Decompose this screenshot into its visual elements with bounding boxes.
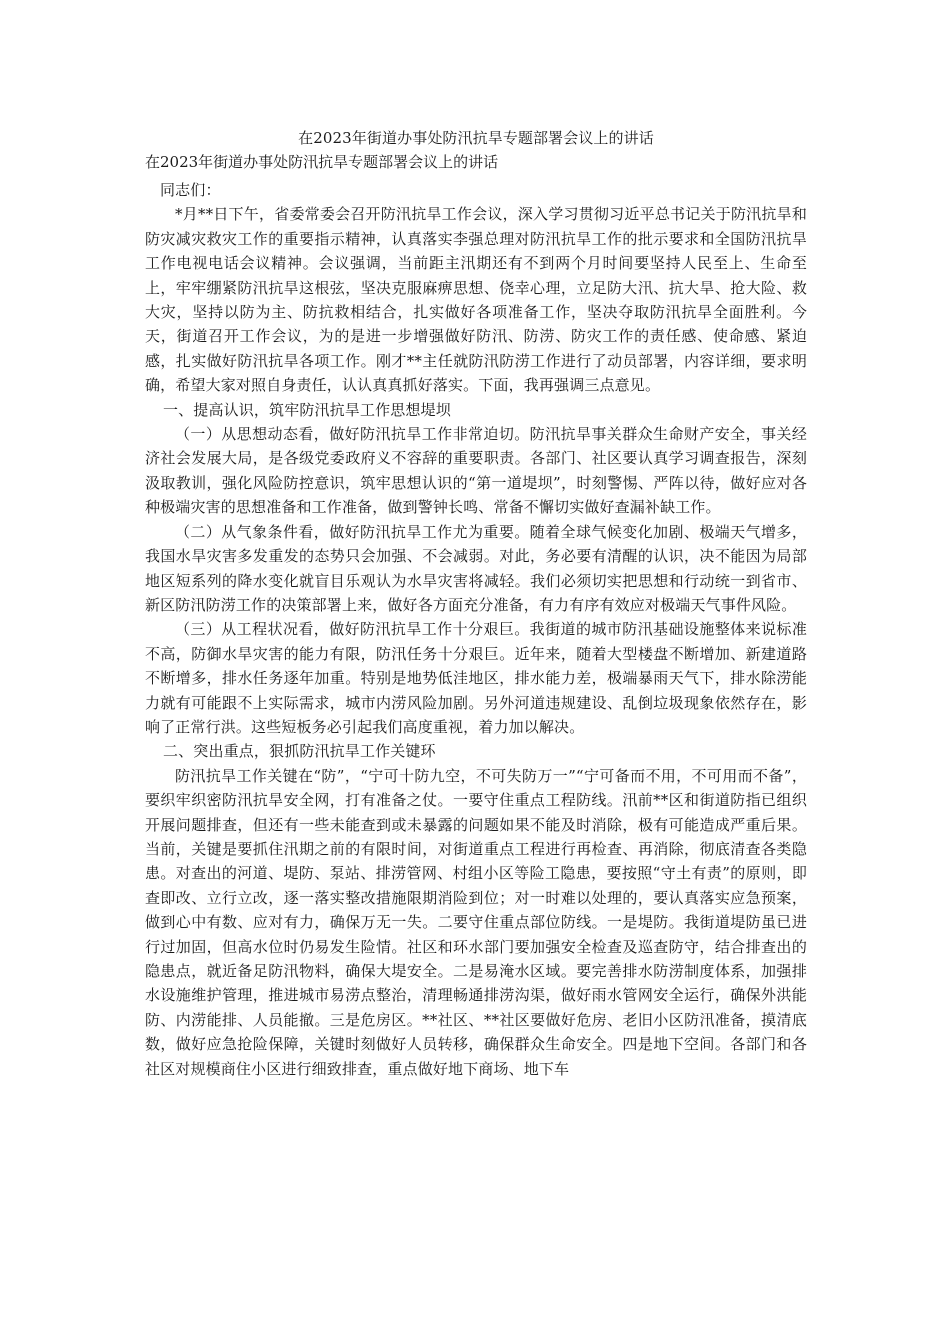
paragraph-1-3: （三）从工程状况看，做好防汛抗旱工作十分艰巨。我街道的城市防汛基础设施整体来说标准不高，防御水旱灾害的能力有限，防汛任务十分艰巨。近年来，随着大型楼盘不断增加、新建道路不断增多，排水任务逐年加重。特别是地势低洼地区，排水能力差，极端暴雨天气下，排水除涝能力就有可能跟不上实际需求，城市内涝风险加剧。另外河道违规建设、乱倒垃圾现象依然存在，影响了正常行洪。这些短板务必引起我们高度重视，着力加以解决。 — [145, 620, 807, 736]
greeting: 同志们： — [160, 181, 221, 199]
paragraph-2-1: 防汛抗旱工作关键在“防”，“宁可十防九空，不可失防万一”“宁可备而不用，不可用而不备”，要织牢织密防汛抗旱安全网，打有准备之仗。一要守住重点工程防线。汛前**区和街道防指已组织开展问题排查，但还有一些未能查到或未暴露的问题如果不能及时消除，极有可能造成严重后果。当前，关键是要抓住汛期之前的有限时间，对街道重点工程进行再检查、再消除，彻底清查各类隐患。对查出的河道、堤防、泵站、排涝管网、村组小区等险工隐患，要按照“守土有责”的原则，即查即改、立行立改，逐一落实整改措施限期消险到位；对一时难以处理的，要认真落实应急预案，做到心中有数、应对有力，确保万无一失。二要守住重点部位防线。一是堤防。我街道堤防虽已进行过加固，但高水位时仍易发生险情。社区和环水部门要加强安全检查及巡查防守，结合排查出的隐患点，就近备足防汛物料，确保大堤安全。二是易淹水区域。要完善排水防涝制度体系，加强排水设施维护管理，推进城市易涝点整治，清理畅通排涝沟渠，做好雨水管网安全运行，确保外洪能防、内涝能排、人员能撤。三是危房区。**社区、**社区要做好危房、老旧小区防汛准备，摸清底数，做好应急抢险保障，关键时刻做好人员转移，确保群众生命安全。四是地下空间。各部门和各社区对规模商住小区进行细致排查，重点做好地下商场、地下车 — [145, 766, 807, 1078]
paragraph-intro: *月**日下午，省委常委会召开防汛抗旱工作会议，深入学习贯彻习近平总书记关于防汛抗旱和防灾减灾救灾工作的重要指示精神，认真落实李强总理对防汛抗旱工作的批示要求和全国防汛抗旱工作电视电话会议精神。会议强调，当前距主汛期还有不到两个月时间要坚持人民至上、生命至上，牢牢绷紧防汛抗旱这根弦，坚决克服麻痹思想、侥幸心理，立足防大汛、抗大旱、抢大险、救大灾，坚持以防为主、防抗救相结合，扎实做好各项准备工作，坚决夺取防汛抗旱全面胜利。今天，街道召开工作会议，为的是进一步增强做好防汛、防涝、防灾工作的责任感、使命感、紧迫感，扎实做好防汛抗旱各项工作。刚才**主任就防汛防涝工作进行了动员部署，内容详细，要求明确，希望大家对照自身责任，认认真真抓好落实。下面，我再强调三点意见。 — [145, 205, 807, 395]
section-heading-1: 一、提高认识，筑牢防汛抗旱工作思想堤坝 — [163, 400, 451, 419]
document-title: 在2023年街道办事处防汛抗旱专题部署会议上的讲话 — [298, 129, 654, 147]
paragraph-1-2: （二）从气象条件看，做好防汛抗旱工作尤为重要。随着全球气候变化加剧、极端天气增多，我国水旱灾害多发重发的态势只会加强、不会减弱。对此，务必要有清醒的认识，决不能因为局部地区短系列的降水变化就盲目乐观认为水旱灾害将减轻。我们必须切实把思想和行动统一到省市、新区防汛防涝工作的决策部署上来，做好各方面充分准备，有力有序有效应对极端天气事件风险。 — [145, 522, 807, 614]
document-page — [145, 128, 807, 1081]
section-heading-2: 二、突出重点，狠抓防汛抗旱工作关键环 — [163, 742, 436, 761]
paragraph-1-1: （一）从思想动态看，做好防汛抗旱工作非常迫切。防汛抗旱事关群众生命财产安全，事关经济社会发展大局，是各级党委政府义不容辞的重要职责。各部门、社区要认真学习调查报告，深刻汲取教训，强化风险防控意识，筑牢思想认识的“第一道堤坝”，时刻警惕、严阵以待，做好应对各种极端灾害的思想准备和工作准备，做到警钟长鸣、常备不懈切实做好查漏补缺工作。 — [145, 425, 807, 517]
document-subtitle: 在2023年街道办事处防汛抗旱专题部署会议上的讲话 — [145, 153, 499, 171]
